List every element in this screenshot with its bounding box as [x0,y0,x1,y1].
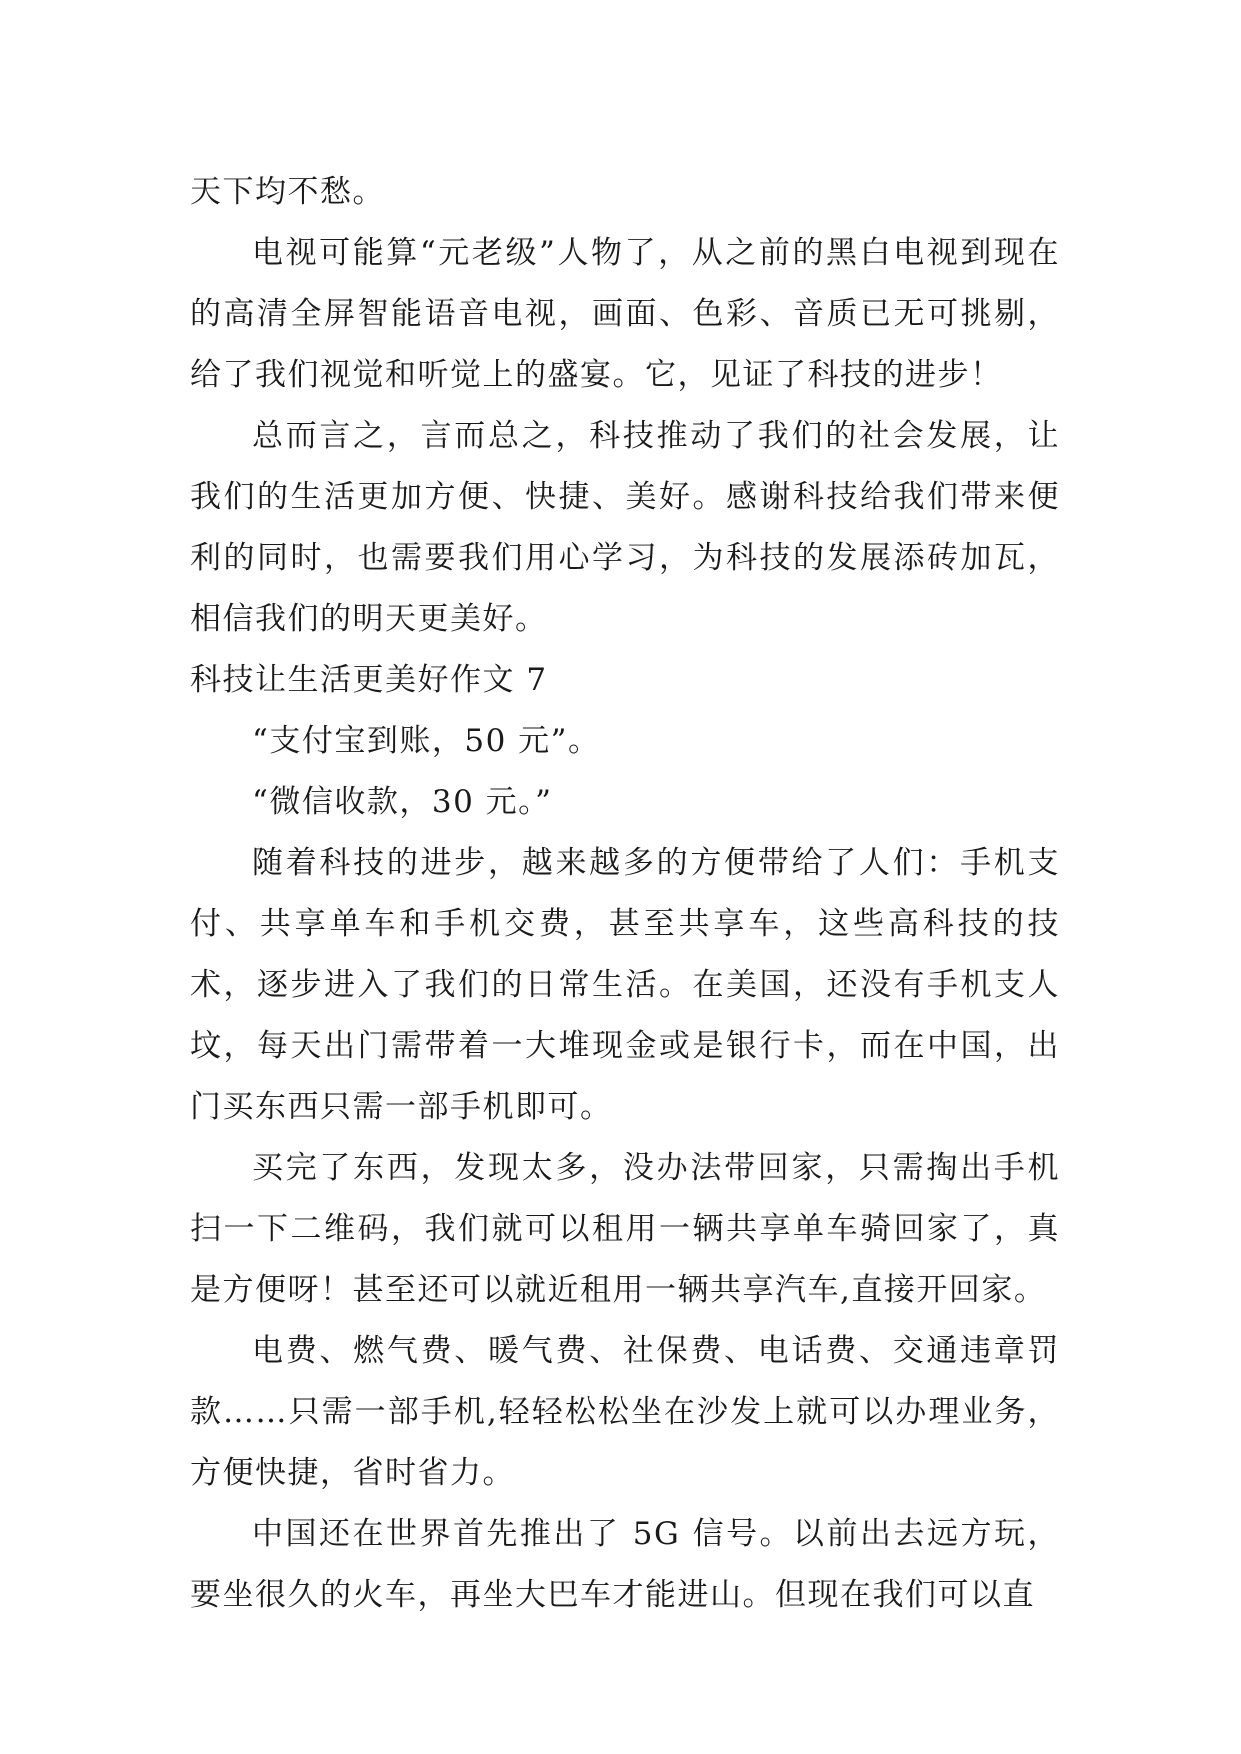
paragraph: 中国还在世界首先推出了 5G 信号。以前出去远方玩，要坐很久的火车，再坐大巴车才能进山。但现在我们可以直 [190,1516,1060,1613]
paragraph: “支付宝到账，50 元”。 [252,723,601,759]
paragraph: 天下均不愁。 [190,174,385,210]
document-body [190,162,1060,1626]
section-heading: 科技让生活更美好作文 7 [190,662,548,698]
paragraph: 总而言之，言而总之，科技推动了我们的社会发展，让我们的生活更加方便、快捷、美好。感谢科技给我们带来便利的同时，也需要我们用心学习，为科技的发展添砖加瓦，相信我们的明天更美好。 [190,418,1060,637]
paragraph: 电视可能算“元老级”人物了，从之前的黑白电视到现在的高清全屏智能语音电视，画面、色彩、音质已无可挑剔，给了我们视觉和听觉上的盛宴。它，见证了科技的进步！ [190,235,1060,393]
paragraph: 随着科技的进步，越来越多的方便带给了人们：手机支付、共享单车和手机交费，甚至共享车，这些高科技的技术，逐步进入了我们的日常生活。在美国，还没有手机支人坟，每天出门需带着一大堆现金或是银行卡，而在中国，出门买东西只需一部手机即可。 [190,845,1060,1125]
paragraph: 电费、燃气费、暖气费、社保费、电话费、交通违章罚款……只需一部手机,轻轻松松坐在沙发上就可以办理业务，方便快捷，省时省力。 [190,1333,1060,1491]
paragraph: 买完了东西，发现太多，没办法带回家，只需掏出手机扫一下二维码，我们就可以租用一辆共享单车骑回家了，真是方便呀！甚至还可以就近租用一辆共享汽车,直接开回家。 [190,1150,1060,1308]
paragraph: “微信收款，30 元。” [252,784,553,820]
